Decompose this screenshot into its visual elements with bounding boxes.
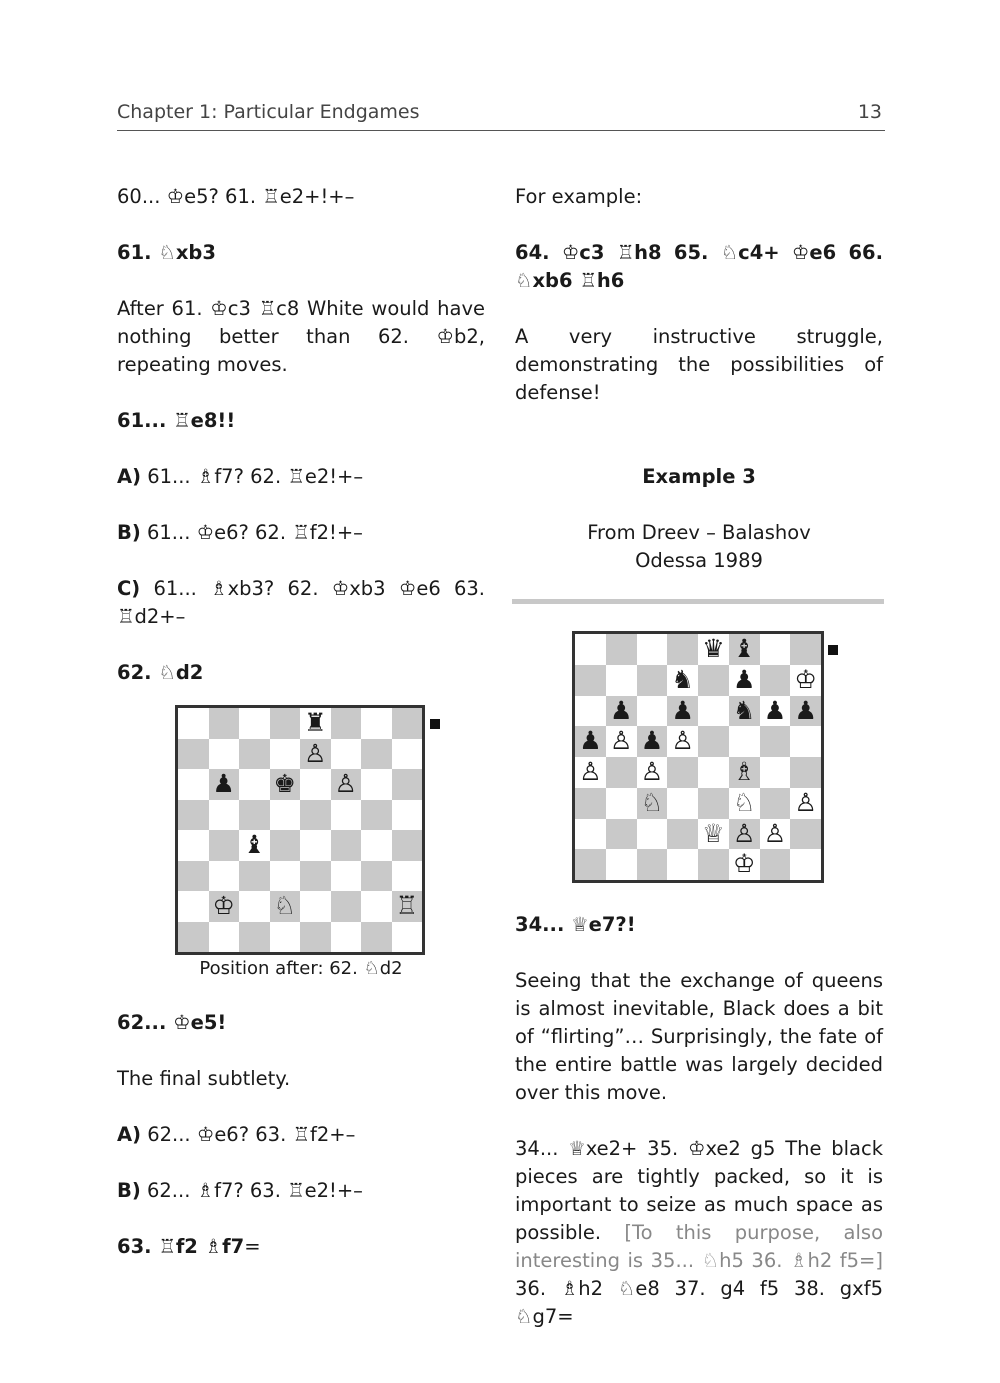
board-square: [637, 696, 668, 727]
rook-icon: ♖: [287, 465, 305, 488]
king-icon: ♔: [331, 577, 350, 600]
board-square: [331, 922, 362, 953]
variation-b-2: B) 62... ♗f7? 63. ♖e2!+–: [117, 1179, 363, 1202]
white-queen-icon: ♕: [702, 818, 725, 848]
commentary-paragraph: Seeing that the exchange of queens is almost inevitable, Black does a bit of “flirting”… Surprisingly, the fate of the entire battle was largely decided over this move.: [515, 969, 883, 1104]
white-rook-icon: ♖: [395, 891, 418, 920]
move-heading-34: 34... ♕e7?!: [515, 913, 636, 936]
right-column: [515, 183, 883, 1331]
black-pawn-icon: ♟: [609, 695, 633, 725]
board-square: [760, 634, 791, 665]
page-number: 13: [857, 101, 882, 123]
sideline-note: [To this purpose, also interesting is 35... ♘h5 36. ♗h2 f5=]: [515, 1221, 884, 1272]
white-king-icon: ♔: [212, 891, 235, 920]
board-square: [178, 739, 209, 770]
knight-icon: ♘: [363, 958, 380, 979]
diagram-1-wrapper: [117, 705, 485, 955]
board-square: [361, 708, 392, 739]
left-column: [117, 183, 485, 1261]
board-square: [209, 739, 240, 770]
board-square: [637, 665, 668, 696]
knight-icon: ♘: [158, 241, 176, 264]
queen-icon: ♕: [571, 913, 589, 936]
board-square: [300, 830, 331, 861]
board-square: [239, 861, 270, 892]
board-square: [606, 788, 637, 819]
board-square: [361, 739, 392, 770]
board-square: [790, 849, 821, 880]
move-heading-63: 63. ♖f2 ♗f7=: [117, 1235, 261, 1258]
board-square: [392, 861, 423, 892]
board-square: [300, 922, 331, 953]
black-to-move-marker: [430, 719, 440, 729]
board-square: [606, 665, 637, 696]
board-square: [300, 769, 331, 800]
board-square: [300, 800, 331, 831]
king-icon: ♔: [436, 325, 455, 348]
analysis-paragraph: 34... ♕xe2+ 35. ♔xe2 g5 The black pieces are tightly packed, so it is important to seize as much space as possible. [To this purpose, also interesting is 35... ♘h5 36. ♗h2 f5=] 36. ♗h2 ♘e8 37. g4 f5 38. gxf5 ♘g7=: [515, 1137, 884, 1328]
bishop-icon: ♗: [204, 1235, 223, 1258]
board-square: [209, 922, 240, 953]
king-icon: ♔: [196, 521, 215, 544]
board-square: [361, 769, 392, 800]
king-icon: ♔: [166, 185, 185, 208]
board-square: [698, 788, 729, 819]
black-king-icon: ♚: [273, 769, 296, 798]
white-pawn-icon: ♙: [794, 787, 817, 817]
board-square: [790, 757, 821, 788]
board-square: [637, 634, 668, 665]
board-square: [361, 830, 392, 861]
white-knight-icon: ♘: [640, 787, 664, 817]
board-square: [392, 708, 423, 739]
example-title: Example 3: [642, 465, 756, 488]
board-square: [178, 891, 209, 922]
for-example-text: For example:: [515, 185, 643, 208]
bishop-icon: ♗: [789, 1249, 808, 1272]
board-square: [331, 891, 362, 922]
bishop-icon: ♗: [196, 465, 215, 488]
board-square: [606, 819, 637, 850]
chess-diagram-1: [175, 705, 425, 955]
board-square: [575, 634, 606, 665]
black-bishop-icon: ♝: [732, 634, 756, 663]
board-square: [361, 922, 392, 953]
black-to-move-marker: [828, 645, 838, 655]
board-square: [178, 800, 209, 831]
white-pawn-icon: ♙: [609, 726, 633, 756]
board-square: [361, 800, 392, 831]
rook-icon: ♖: [292, 521, 310, 544]
board-square: [667, 757, 698, 788]
board-square: [760, 757, 791, 788]
white-pawn-icon: ♙: [671, 726, 694, 756]
white-king-icon: ♔: [732, 849, 756, 879]
board-square: [606, 849, 637, 880]
board-square: [331, 739, 362, 770]
bishop-icon: ♗: [210, 577, 228, 600]
board-square: [667, 819, 698, 850]
black-queen-icon: ♛: [702, 634, 725, 663]
king-icon: ♔: [173, 1011, 191, 1034]
board-square: [270, 861, 301, 892]
black-pawn-icon: ♟: [579, 726, 602, 756]
rook-icon: ♖: [158, 1235, 176, 1258]
knight-icon: ♘: [720, 241, 739, 264]
variation-a: A) 61... ♗f7? 62. ♖e2!+–: [117, 465, 364, 488]
board-square: [300, 861, 331, 892]
board-square: [178, 922, 209, 953]
game-players: From Dreev – Balashov: [587, 521, 811, 544]
variation-b: B) 61... ♔e6? 62. ♖f2!+–: [117, 521, 363, 544]
final-subtlety-text: The final subtlety.: [117, 1067, 291, 1090]
running-header-chapter: Chapter 1: Particular Endgames: [117, 101, 420, 123]
rook-icon: ♖: [287, 1179, 305, 1202]
king-icon: ♔: [398, 577, 417, 600]
board-square: [239, 891, 270, 922]
white-pawn-icon: ♙: [304, 738, 327, 768]
variation-a-2: A) 62... ♔e6? 63. ♖f2+–: [117, 1123, 356, 1146]
board-square: [667, 634, 698, 665]
board-square: [270, 708, 301, 739]
diagram-1-caption: Position after: 62. ♘d2: [199, 958, 403, 979]
board-square: [729, 726, 760, 757]
board-square: [790, 726, 821, 757]
board-square: [239, 922, 270, 953]
knight-icon: ♘: [515, 269, 533, 292]
board-square: [270, 800, 301, 831]
board-square: [178, 830, 209, 861]
board-square: [698, 757, 729, 788]
rook-icon: ♖: [616, 241, 635, 264]
board-square: [239, 769, 270, 800]
black-pawn-icon: ♟: [671, 695, 694, 725]
black-knight-icon: ♞: [732, 695, 756, 725]
board-square: [300, 891, 331, 922]
move-line-64: 64. ♔c3 ♖h8 65. ♘c4+ ♔e6 66. ♘xb6 ♖h6: [515, 241, 883, 292]
rook-icon: ♖: [292, 1123, 310, 1146]
board-square: [606, 634, 637, 665]
instructive-struggle-text: A very instructive struggle, demonstrating the possibilities of defense!: [515, 325, 883, 404]
board-square: [270, 830, 301, 861]
board-square: [392, 830, 423, 861]
board-square: [637, 849, 668, 880]
queen-icon: ♕: [568, 1137, 586, 1160]
white-pawn-icon: ♙: [763, 818, 787, 848]
king-icon: ♔: [210, 297, 228, 320]
board-square: [698, 849, 729, 880]
black-rook-icon: ♜: [304, 708, 327, 737]
board-square: [209, 800, 240, 831]
board-square: [575, 819, 606, 850]
board-square: [760, 665, 791, 696]
board-square: [698, 665, 729, 696]
board-square: [392, 800, 423, 831]
board-square: [392, 739, 423, 770]
board-square: [667, 849, 698, 880]
board-square: [760, 849, 791, 880]
black-pawn-icon: ♟: [732, 664, 756, 694]
black-pawn-icon: ♟: [640, 726, 664, 756]
board-square: [575, 665, 606, 696]
move-heading-62: 62. ♘d2: [117, 661, 204, 684]
board-square: [698, 696, 729, 727]
bishop-icon: ♗: [196, 1179, 215, 1202]
board-square: [178, 861, 209, 892]
diagram-2-wrapper: [515, 631, 883, 891]
board-square: [209, 708, 240, 739]
board-square: [392, 922, 423, 953]
board-square: [209, 861, 240, 892]
king-icon: ♔: [561, 241, 580, 264]
white-pawn-icon: ♙: [640, 757, 664, 786]
board-square: [790, 634, 821, 665]
black-pawn-icon: ♟: [794, 695, 817, 725]
board-square: [209, 830, 240, 861]
rook-icon: ♖: [117, 605, 135, 628]
king-icon: ♔: [688, 1137, 706, 1160]
board-square: [575, 696, 606, 727]
knight-icon: ♘: [158, 661, 176, 684]
board-square: [331, 830, 362, 861]
board-square: [270, 922, 301, 953]
king-icon: ♔: [791, 241, 810, 264]
move-heading-61-black: 61... ♖e8!!: [117, 409, 236, 432]
king-icon: ♔: [196, 1123, 215, 1146]
black-pawn-icon: ♟: [763, 695, 787, 725]
game-event: Odessa 1989: [635, 549, 763, 572]
chess-diagram-2: [572, 631, 824, 883]
knight-icon: ♘: [617, 1277, 636, 1300]
knight-icon: ♘: [701, 1249, 720, 1272]
variation-c: C) 61... ♗xb3? 62. ♔xb3 ♔e6 63. ♖d2+–: [117, 577, 485, 628]
rook-icon: ♖: [579, 269, 597, 292]
board-square: [239, 739, 270, 770]
board-square: [698, 726, 729, 757]
move-heading-61: 61. ♘xb3: [117, 241, 216, 264]
white-pawn-icon: ♙: [732, 818, 756, 848]
white-king-icon: ♔: [794, 664, 817, 694]
board-square: [637, 819, 668, 850]
board-square: [361, 891, 392, 922]
board-square: [575, 849, 606, 880]
board-square: [790, 819, 821, 850]
white-knight-icon: ♘: [273, 891, 296, 920]
move-heading-62-black: 62... ♔e5!: [117, 1011, 227, 1034]
board-square: [270, 739, 301, 770]
white-knight-icon: ♘: [732, 787, 756, 817]
white-bishop-icon: ♗: [732, 757, 756, 786]
board-square: [361, 861, 392, 892]
board-square: [760, 726, 791, 757]
black-knight-icon: ♞: [671, 664, 694, 694]
rook-icon: ♖: [258, 297, 277, 320]
board-square: [331, 800, 362, 831]
board-square: [667, 788, 698, 819]
board-square: [331, 861, 362, 892]
header-rule: [117, 130, 885, 131]
rook-icon: ♖: [173, 409, 191, 432]
bishop-icon: ♗: [560, 1277, 579, 1300]
white-pawn-icon: ♙: [334, 769, 357, 798]
move-line-60: 60... ♔e5? 61. ♖e2+!+–: [117, 185, 355, 208]
rook-icon: ♖: [262, 185, 280, 208]
board-square: [606, 757, 637, 788]
board-square: [331, 708, 362, 739]
board-square: [760, 788, 791, 819]
paragraph-after-61: After 61. ♔c3 ♖c8 White would have nothing better than 62. ♔b2, repeating moves.: [117, 297, 485, 376]
white-pawn-icon: ♙: [579, 757, 602, 786]
board-square: [392, 769, 423, 800]
board-square: [575, 788, 606, 819]
board-square: [178, 769, 209, 800]
board-square: [239, 708, 270, 739]
board-square: [239, 800, 270, 831]
board-square: [178, 708, 209, 739]
knight-icon: ♘: [515, 1305, 533, 1328]
black-pawn-icon: ♟: [212, 769, 235, 798]
black-bishop-icon: ♝: [243, 830, 266, 859]
section-divider: [512, 599, 884, 604]
